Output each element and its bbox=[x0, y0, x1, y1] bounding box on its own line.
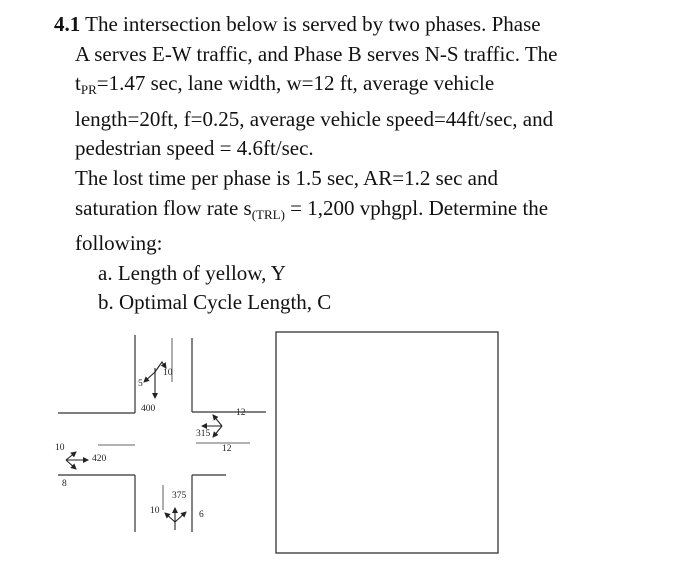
north-right-volume: 5 bbox=[138, 379, 143, 389]
north-left-volume: 10 bbox=[163, 368, 173, 378]
east-left-volume: 12 bbox=[222, 444, 232, 454]
part-b: b. Optimal Cycle Length, C bbox=[98, 290, 332, 315]
problem-line-4: length=20ft, f=0.25, average vehicle speed=44ft/sec, and bbox=[75, 106, 554, 131]
south-through-volume: 375 bbox=[172, 491, 187, 501]
problem-line-2: A serves E-W traffic, and Phase B serves N-S traffic. The bbox=[75, 41, 558, 66]
west-through-volume: 420 bbox=[92, 454, 107, 464]
west-right-volume: 8 bbox=[62, 479, 67, 489]
west-left-arrow bbox=[66, 452, 76, 460]
problem-number: 4.1 bbox=[54, 12, 81, 36]
part-a: a. Length of yellow, Y bbox=[98, 260, 286, 285]
south-right-arrow bbox=[175, 512, 186, 522]
north-right-arrow bbox=[144, 372, 155, 382]
problem-line-7: saturation flow rate $s_{(TRL)} = 1,200$ vphgpl. Determine the bbox=[75, 195, 549, 222]
east-right-arrow bbox=[213, 415, 222, 426]
south-approach-arrows bbox=[165, 508, 186, 530]
east-left-arrow bbox=[213, 426, 222, 437]
road-curbs bbox=[58, 335, 266, 532]
west-right-arrow bbox=[66, 460, 76, 469]
north-through-volume: 400 bbox=[141, 404, 156, 414]
problem-line-5: pedestrian speed = 4.6ft/sec. bbox=[75, 136, 314, 161]
east-right-volume: 12 bbox=[236, 408, 246, 418]
south-left-arrow bbox=[165, 513, 175, 522]
problem-line-1: 4.1 The intersection below is served by two phases. Phase bbox=[54, 12, 541, 36]
answer-box bbox=[276, 332, 498, 553]
problem-line-6: The lost time per phase is 1.5 sec, AR=1.2 sec and bbox=[75, 165, 499, 190]
problem-line-8: following: bbox=[75, 231, 163, 256]
west-left-volume: 10 bbox=[55, 443, 65, 453]
south-right-volume: 6 bbox=[199, 510, 204, 520]
problem-line-3: $t_{PR}=1.47$ sec, lane width, w=12 ft, average vehicle bbox=[75, 71, 495, 98]
east-through-volume: 315 bbox=[196, 429, 211, 439]
west-approach-arrows bbox=[66, 452, 88, 469]
south-left-volume: 10 bbox=[150, 506, 160, 516]
